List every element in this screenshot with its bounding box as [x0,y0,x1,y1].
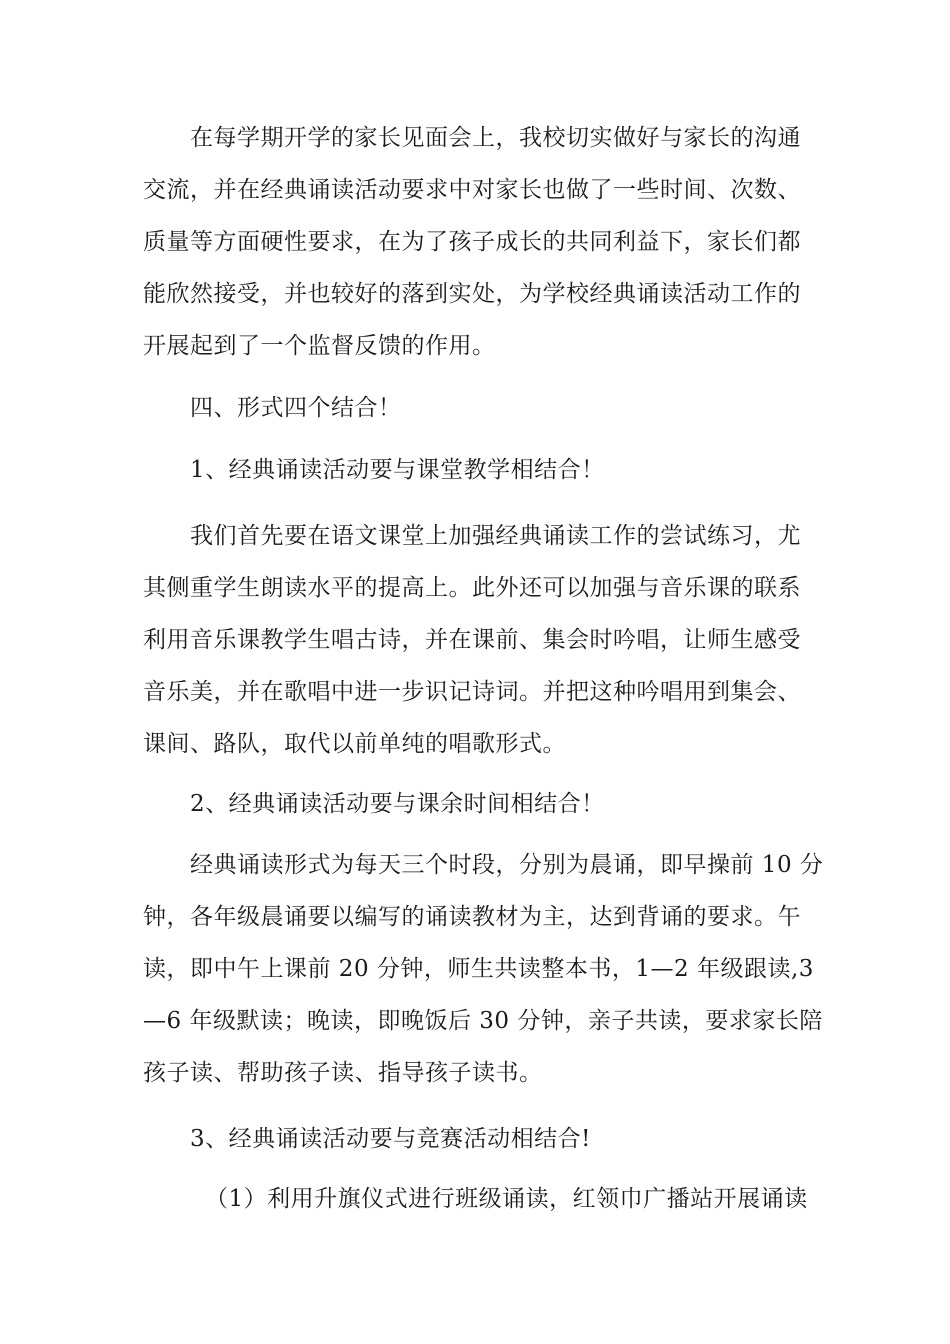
paragraph-2-line-2: 其侧重学生朗读水平的提高上。此外还可以加强与音乐课的联系 [143,575,801,601]
paragraph-2-line-3: 利用音乐课教学生唱古诗，并在课前、集会时吟唱，让师生感受 [143,627,801,653]
paragraph-1-line-2: 交流，并在经典诵读活动要求中对家长也做了一些时间、次数、 [143,177,801,203]
subheading-1: 1、经典诵读活动要与课堂教学相结合！ [190,457,605,483]
paragraph-3-line-1: 经典诵读形式为每天三个时段，分别为晨诵，即早操前 10 分 [190,852,824,878]
subheading-2: 2、经典诵读活动要与课余时间相结合！ [190,791,605,817]
paragraph-3-line-4: —6 年级默读；晚读，即晚饭后 30 分钟，亲子共读，要求家长陪 [143,1008,823,1034]
paragraph-2-line-5: 课间、路队，取代以前单纯的唱歌形式。 [143,731,566,757]
paragraph-3-line-3: 读，即中午上课前 20 分钟，师生共读整本书，1—2 年级跟读,3 [143,956,814,982]
paragraph-3-line-2: 钟，各年级晨诵要以编写的诵读教材为主，达到背诵的要求。午 [143,904,801,930]
paragraph-4-line-1: （1）利用升旗仪式进行班级诵读，红领巾广播站开展诵读 [205,1186,808,1212]
paragraph-1-line-3: 质量等方面硬性要求，在为了孩子成长的共同利益下，家长们都 [143,229,801,255]
paragraph-1-line-5: 开展起到了一个监督反馈的作用。 [143,333,496,359]
subheading-3: 3、经典诵读活动要与竞赛活动相结合! [190,1126,591,1152]
paragraph-1-line-4: 能欣然接受，并也较好的落到实处，为学校经典诵读活动工作的 [143,281,801,307]
section-heading: 四、形式四个结合！ [190,395,402,421]
paragraph-3-line-5: 孩子读、帮助孩子读、指导孩子读书。 [143,1060,543,1086]
paragraph-2-line-4: 音乐美，并在歌唱中进一步识记诗词。并把这种吟唱用到集会、 [143,679,801,705]
paragraph-2-line-1: 我们首先要在语文课堂上加强经典诵读工作的尝试练习，尤 [190,523,801,549]
paragraph-1-line-1: 在每学期开学的家长见面会上，我校切实做好与家长的沟通 [190,125,801,151]
